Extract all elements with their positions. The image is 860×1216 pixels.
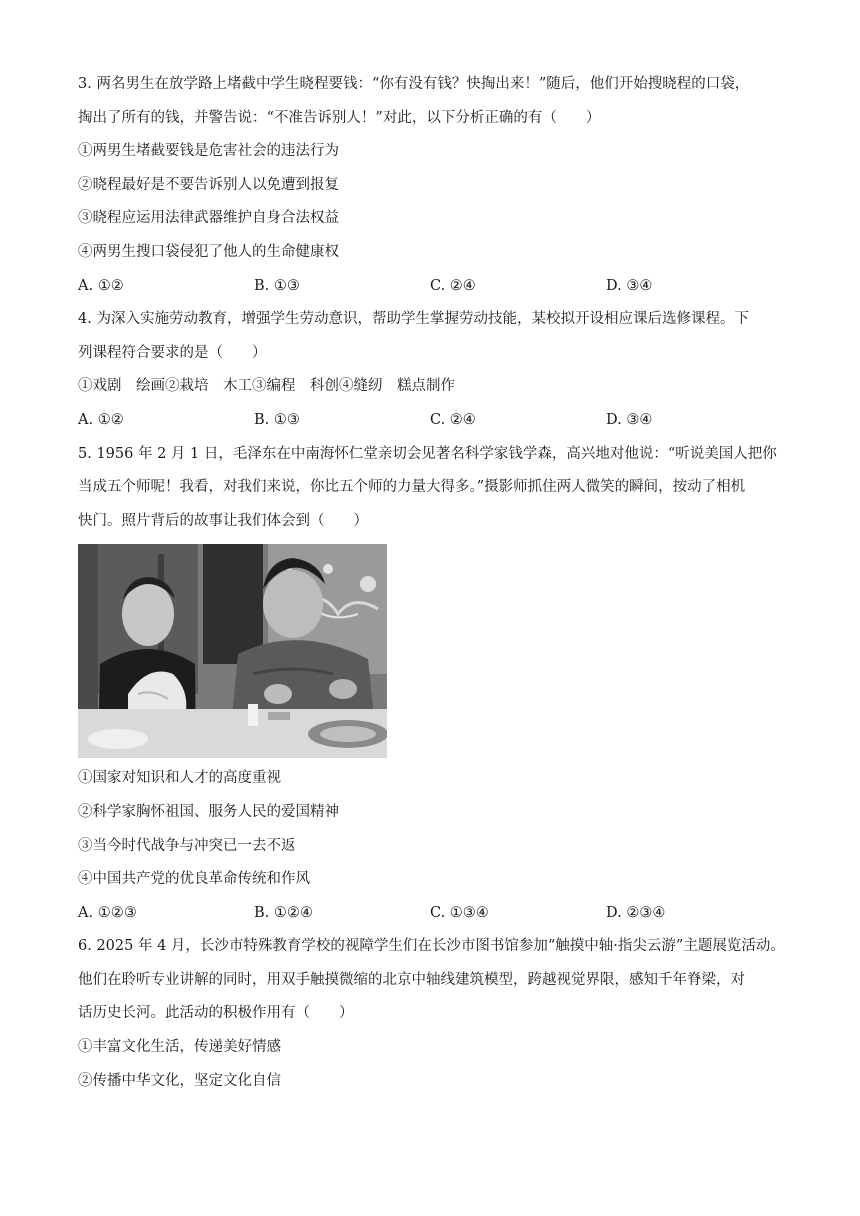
question-4-stem-line-2: 列课程符合要求的是（ ） (78, 344, 267, 361)
question-4 (78, 303, 790, 437)
question-5-option-b[interactable]: B. ①②④ (254, 904, 313, 921)
question-5-option-a[interactable]: A. ①②③ (78, 904, 137, 921)
question-5-item-2: ②科学家胸怀祖国、服务人民的爱国精神 (78, 803, 339, 820)
question-3-stem-line-2: 掏出了所有的钱，并警告说：“不准告诉别人！”对此，以下分析正确的有（ ） (78, 109, 601, 126)
question-6-stem-line-3: 话历史长河。此活动的积极作用有（ ） (78, 1005, 354, 1022)
question-5-stem-line-2: 当成五个师呢！我看，对我们来说，你比五个师的力量大得多。”摄影师抓住两人微笑的瞬间，按动了相机 (78, 479, 746, 496)
question-4-options (78, 404, 790, 438)
question-6-item-1: ①丰富文化生活，传递美好情感 (78, 1039, 281, 1056)
question-5-option-c[interactable]: C. ①③④ (430, 904, 489, 921)
question-6-stem-line-1: 6. 2025 年 4 月，长沙市特殊教育学校的视障学生们在长沙市图书馆参加“触摸中轴·指尖云游”主题展览活动。 (78, 938, 785, 955)
question-3-item-1: ①两男生堵截要钱是危害社会的违法行为 (78, 143, 339, 160)
question-4-option-d[interactable]: D. ③④ (606, 411, 653, 428)
question-5-option-d[interactable]: D. ②③④ (606, 904, 666, 921)
question-6 (78, 930, 790, 1098)
question-3-item-4: ④两男生搜口袋侵犯了他人的生命健康权 (78, 243, 339, 260)
question-3-item-2: ②晓程最好是不要告诉别人以免遭到报复 (78, 176, 339, 193)
question-5-options (78, 897, 790, 931)
historical-photo (78, 544, 387, 758)
question-5-stem-line-1: 5. 1956 年 2 月 1 日，毛泽东在中南海怀仁堂亲切会见著名科学家钱学森，高兴地对他说：“听说美国人把你 (78, 445, 777, 462)
question-3-options (78, 270, 790, 304)
question-5-stem-line-3: 快门。照片背后的故事让我们体会到（ ） (78, 512, 368, 529)
question-5-item-3: ③当今时代战争与冲突已一去不返 (78, 837, 296, 854)
question-4-item-1: ①戏剧 绘画②栽培 木工③编程 科创④缝纫 糕点制作 (78, 378, 455, 395)
question-3-item-3: ③晓程应运用法律武器维护自身合法权益 (78, 210, 339, 227)
question-4-stem-line-1: 4. 为深入实施劳动教育，增强学生劳动意识，帮助学生掌握劳动技能，某校拟开设相应课后选修课程。下 (78, 311, 749, 328)
question-4-option-a[interactable]: A. ①② (78, 411, 124, 428)
question-3-option-b[interactable]: B. ①③ (254, 277, 300, 294)
question-5 (78, 438, 790, 931)
question-6-stem-line-2: 他们在聆听专业讲解的同时，用双手触摸微缩的北京中轴线建筑模型，跨越视觉界限，感知千年脊梁，对 (78, 971, 745, 988)
question-4-option-b[interactable]: B. ①③ (254, 411, 300, 428)
question-5-item-4: ④中国共产党的优良革命传统和作风 (78, 871, 310, 888)
question-3-option-c[interactable]: C. ②④ (430, 277, 476, 294)
question-5-item-1: ①国家对知识和人才的高度重视 (78, 770, 281, 787)
question-6-item-2: ②传播中华文化，坚定文化自信 (78, 1072, 281, 1089)
question-3-option-d[interactable]: D. ③④ (606, 277, 653, 294)
question-3 (78, 68, 790, 303)
question-3-option-a[interactable]: A. ①② (78, 277, 124, 294)
exam-page (78, 68, 790, 1098)
question-3-stem-line-1: 3. 两名男生在放学路上堵截中学生晓程要钱：“你有没有钱？快掏出来！”随后，他们开始搜晓程的口袋， (78, 76, 750, 92)
question-4-option-c[interactable]: C. ②④ (430, 411, 476, 428)
